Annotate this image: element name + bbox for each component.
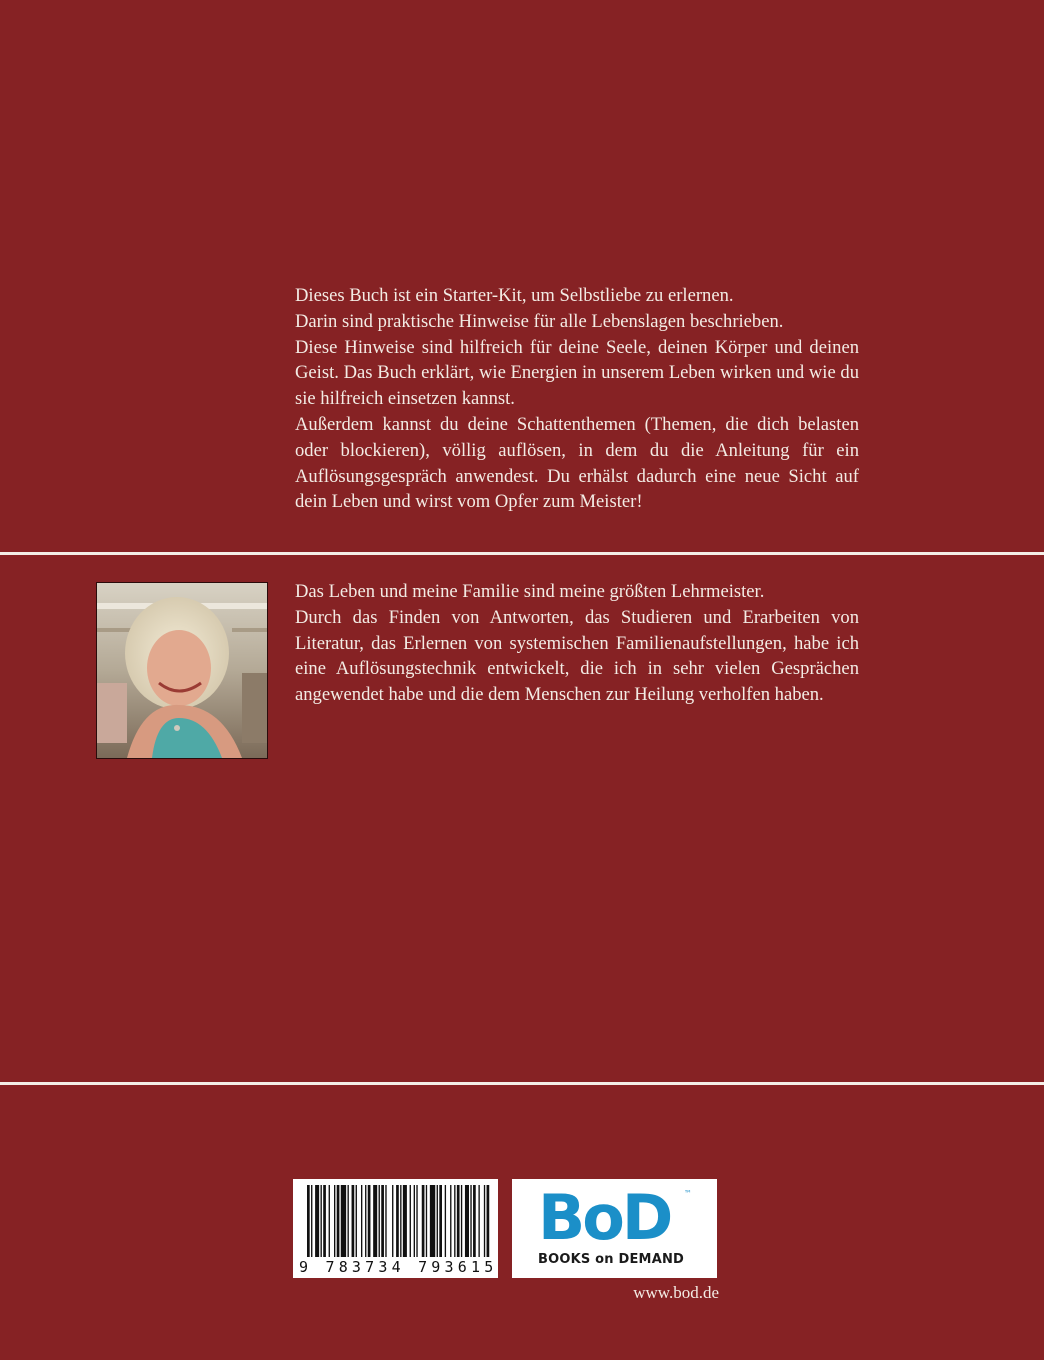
blurb-paragraph: Diese Hinweise sind hilfreich für deine Seele, deinen Körper und deinen Geist. Das Buch erklärt, wie Energien in unserem Leben wirken und wie du sie hilfreich einsetzen kannst.: [295, 336, 859, 410]
barcode-bar: [381, 1185, 384, 1257]
author-paragraph: Durch das Finden von Antworten, das Studieren und Erarbeiten von Literatur, das Erlernen von systemischen Familienaufstellungen, habe ich eine Auflösungstechnik entwickelt, die ich in sehr vielen Gesprächen angewendet habe und die dem Menschen zur Heilung verholfen haben.: [295, 606, 859, 706]
author-bio: [295, 579, 859, 708]
barcode-bar: [368, 1185, 371, 1257]
publisher-url[interactable]: www.bod.de: [633, 1283, 719, 1302]
barcode-bar: [457, 1185, 460, 1257]
author-photo: [96, 582, 268, 759]
trademark-symbol: ™: [684, 1189, 692, 1198]
barcode-bar: [373, 1185, 377, 1257]
barcode-bar: [307, 1185, 310, 1257]
barcode-bar: [470, 1185, 471, 1257]
barcode-bar: [414, 1185, 415, 1257]
barcode-bar: [337, 1185, 340, 1257]
barcode-bar: [445, 1185, 446, 1257]
barcode-bar: [426, 1185, 427, 1257]
publisher-logo-mark: BoD: [538, 1181, 671, 1254]
barcode-bar: [437, 1185, 438, 1257]
barcode-bar: [385, 1185, 386, 1257]
publisher-logo: [512, 1179, 717, 1278]
barcode-bar: [392, 1185, 393, 1257]
barcode-bar: [422, 1185, 425, 1257]
barcode-bar: [454, 1185, 455, 1257]
isbn-digits: 9 783734 793615: [299, 1258, 498, 1276]
blurb-paragraph: Darin sind praktische Hinweise für alle Lebenslagen beschrieben.: [295, 310, 784, 332]
barcode-bar: [461, 1185, 462, 1257]
barcode-bar: [379, 1185, 380, 1257]
barcode-bar: [334, 1185, 335, 1257]
author-paragraph: Das Leben und meine Familie sind meine größten Lehrmeister.: [295, 581, 765, 602]
barcode-bar: [410, 1185, 411, 1257]
barcode-bar: [315, 1185, 319, 1257]
author-photo-image: [97, 583, 267, 758]
barcode-bar: [329, 1185, 330, 1257]
barcode-bar: [311, 1185, 312, 1257]
barcode-bar: [416, 1185, 417, 1257]
barcode-bar: [439, 1185, 442, 1257]
barcode-bar: [400, 1185, 401, 1257]
barcode-bar: [465, 1185, 469, 1257]
top-divider: [0, 552, 1044, 555]
barcode-bar: [365, 1185, 366, 1257]
barcode-bar: [450, 1185, 451, 1257]
barcode-bars: [293, 1179, 498, 1259]
barcode-bar: [348, 1185, 349, 1257]
book-blurb: [295, 283, 859, 515]
barcode-bar: [356, 1185, 357, 1257]
barcode-bar: [396, 1185, 399, 1257]
barcode-bar: [341, 1185, 346, 1257]
barcode-bar: [487, 1185, 490, 1257]
barcode-bar: [352, 1185, 355, 1257]
barcode-bar: [403, 1185, 407, 1257]
blurb-paragraph: Außerdem kannst du deine Schattenthemen (Themen, die dich belasten oder blockieren), völlig auflösen, in dem du die Anleitung für ein Auflösungsgespräch anwendest. Du erhälst dadurch eine neue Sicht auf dein Leben und wirst vom Opfer zum Meister!: [295, 413, 859, 513]
blurb-paragraph: Dieses Buch ist ein Starter-Kit, um Selbstliebe zu erlernen.: [295, 285, 734, 306]
publisher-tagline: BOOKS on DEMAND: [538, 1252, 685, 1267]
barcode-bar: [321, 1185, 322, 1257]
barcode-bar: [323, 1185, 326, 1257]
barcode-bar: [361, 1185, 362, 1257]
barcode-bar: [484, 1185, 485, 1257]
bottom-divider: [0, 1082, 1044, 1085]
barcode-bar: [430, 1185, 435, 1257]
barcode-bar: [473, 1185, 476, 1257]
isbn-barcode: [293, 1179, 498, 1278]
barcode-bar: [478, 1185, 479, 1257]
